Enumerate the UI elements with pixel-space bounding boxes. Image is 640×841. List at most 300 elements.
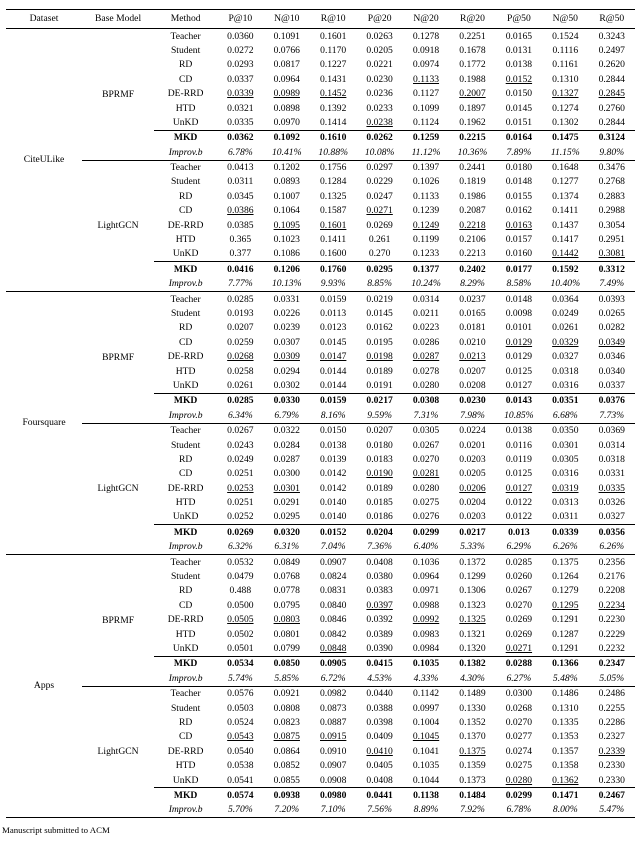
method-label: MKD bbox=[154, 393, 217, 408]
metric-value: 0.0274 bbox=[505, 745, 533, 757]
metric-value: 0.0314 bbox=[598, 439, 625, 451]
metric-value: 0.0249 bbox=[227, 453, 254, 465]
metric-value: 0.0302 bbox=[273, 379, 300, 391]
metric-value: 0.0824 bbox=[320, 571, 347, 583]
metric-value: 0.0316 bbox=[552, 379, 579, 391]
method-label: RD bbox=[178, 716, 193, 728]
metric-value: 0.0964 bbox=[273, 73, 300, 85]
column-header: P@10 bbox=[217, 10, 263, 29]
metric-value: 0.0385 bbox=[227, 219, 254, 231]
metric-value: 0.2176 bbox=[598, 571, 625, 583]
metric-value: 0.2218 bbox=[459, 219, 486, 231]
metric-value: 0.0191 bbox=[366, 379, 393, 391]
method-label: Student bbox=[170, 571, 201, 583]
metric-value: 5.48% bbox=[552, 672, 578, 684]
metric-value: 0.0286 bbox=[412, 336, 440, 348]
method-label: UnKD bbox=[172, 116, 199, 128]
metric-value: 0.2230 bbox=[598, 614, 625, 626]
metric-value: 0.0538 bbox=[227, 760, 254, 772]
metric-value: 10.88% bbox=[318, 146, 348, 158]
metric-value: 0.0397 bbox=[366, 599, 393, 611]
table-row bbox=[6, 686, 635, 701]
method-label: MKD bbox=[154, 788, 217, 803]
metric-value: 0.1382 bbox=[449, 656, 495, 671]
metric-value: 0.0389 bbox=[366, 628, 393, 640]
metric-value: 0.0392 bbox=[366, 614, 393, 626]
metric-value: 0.0541 bbox=[227, 774, 254, 786]
metric-value: 7.77% bbox=[227, 278, 253, 290]
metric-value: 0.0205 bbox=[366, 44, 393, 56]
metric-value: 8.89% bbox=[413, 804, 439, 816]
metric-value: 0.0263 bbox=[366, 30, 393, 42]
metric-value: 6.68% bbox=[552, 409, 578, 421]
metric-value: 0.1035 bbox=[403, 656, 449, 671]
metric-value: 0.0970 bbox=[273, 116, 300, 128]
metric-value: 0.0203 bbox=[459, 453, 486, 465]
column-header: N@20 bbox=[403, 10, 449, 29]
method-label: UnKD bbox=[172, 379, 199, 391]
metric-value: 7.92% bbox=[460, 804, 485, 816]
metric-value: 0.0479 bbox=[227, 571, 254, 583]
metric-value: 0.1819 bbox=[459, 176, 486, 188]
metric-value: 0.1411 bbox=[320, 234, 347, 246]
metric-value: 7.98% bbox=[460, 409, 485, 421]
metric-value: 0.1045 bbox=[412, 731, 440, 743]
metric-value: 0.0285 bbox=[496, 555, 542, 570]
metric-value: 0.0261 bbox=[227, 379, 254, 391]
metric-value: 0.0795 bbox=[273, 599, 300, 611]
column-header: N@10 bbox=[264, 10, 310, 29]
metric-value: 0.488 bbox=[229, 585, 252, 597]
metric-value: 0.0237 bbox=[449, 292, 495, 307]
base-model-label: BPRMF bbox=[82, 555, 154, 687]
metric-value: 6.31% bbox=[274, 541, 300, 553]
column-header: R@10 bbox=[310, 10, 356, 29]
metric-value: 0.0198 bbox=[366, 351, 393, 363]
metric-value: 0.1397 bbox=[403, 160, 449, 175]
dataset-label: Foursquare bbox=[6, 292, 82, 555]
metric-value: 0.013 bbox=[496, 525, 542, 540]
metric-value: 0.0291 bbox=[273, 497, 300, 509]
metric-value: 0.0230 bbox=[449, 393, 495, 408]
metric-value: 0.1295 bbox=[552, 599, 579, 611]
metric-value: 0.0319 bbox=[552, 482, 579, 494]
metric-value: 0.1310 bbox=[552, 73, 579, 85]
metric-value: 0.1092 bbox=[264, 130, 310, 145]
metric-value: 6.29% bbox=[506, 541, 532, 553]
method-label: Teacher bbox=[154, 555, 217, 570]
metric-value: 4.30% bbox=[460, 672, 485, 684]
metric-value: 0.0127 bbox=[505, 379, 533, 391]
metric-value: 0.1004 bbox=[412, 716, 440, 728]
metric-value: 0.0327 bbox=[598, 511, 625, 523]
method-label: Student bbox=[170, 439, 201, 451]
metric-value: 0.0989 bbox=[273, 88, 300, 100]
metric-value: 0.0503 bbox=[227, 702, 254, 714]
method-label: RD bbox=[178, 59, 193, 71]
metric-value: 0.0143 bbox=[496, 393, 542, 408]
metric-value: 0.1452 bbox=[320, 88, 347, 100]
metric-value: 0.1756 bbox=[310, 160, 356, 175]
metric-value: 0.0205 bbox=[459, 468, 486, 480]
metric-value: 0.0213 bbox=[459, 351, 486, 363]
manuscript-footer: Manuscript submitted to ACM bbox=[2, 825, 110, 835]
method-label: HTD bbox=[175, 628, 196, 640]
metric-value: 0.0502 bbox=[227, 628, 254, 640]
metric-value: 0.0193 bbox=[227, 308, 254, 319]
metric-value: 0.0329 bbox=[552, 336, 579, 348]
metric-value: 0.2213 bbox=[459, 248, 486, 260]
metric-value: 10.13% bbox=[271, 278, 302, 290]
metric-value: 0.1353 bbox=[552, 731, 579, 743]
method-label: UnKD bbox=[172, 248, 199, 260]
metric-value: 7.04% bbox=[320, 541, 346, 553]
metric-value: 0.0842 bbox=[320, 628, 347, 640]
metric-value: 0.2768 bbox=[598, 176, 625, 188]
metric-value: 7.36% bbox=[367, 541, 392, 553]
metric-value: 6.78% bbox=[227, 146, 253, 158]
metric-value: 0.0500 bbox=[227, 599, 254, 611]
metric-value: 0.1325 bbox=[320, 190, 347, 202]
metric-value: 0.0799 bbox=[273, 642, 300, 654]
metric-value: 0.0331 bbox=[264, 292, 310, 307]
metric-value: 0.0267 bbox=[505, 585, 533, 597]
metric-value: 0.0284 bbox=[273, 439, 300, 451]
metric-value: 10.41% bbox=[271, 146, 302, 158]
metric-value: 0.1274 bbox=[552, 102, 579, 114]
metric-value: 0.0275 bbox=[412, 497, 440, 509]
metric-value: 0.0152 bbox=[505, 73, 533, 85]
metric-value: 0.0345 bbox=[227, 190, 254, 202]
metric-value: 0.0964 bbox=[412, 571, 440, 583]
metric-value: 0.0150 bbox=[310, 423, 356, 438]
metric-value: 0.0186 bbox=[366, 511, 393, 523]
metric-value: 0.0340 bbox=[598, 365, 625, 377]
metric-value: 0.0129 bbox=[505, 351, 533, 363]
metric-value: 0.0887 bbox=[320, 716, 347, 728]
metric-value: 0.1287 bbox=[552, 628, 579, 640]
method-label: MKD bbox=[154, 262, 217, 277]
table-row bbox=[6, 423, 635, 438]
metric-value: 0.0138 bbox=[505, 59, 533, 71]
metric-value: 0.0148 bbox=[505, 176, 533, 188]
metric-value: 5.47% bbox=[599, 804, 625, 816]
metric-value: 0.0208 bbox=[459, 379, 486, 391]
metric-value: 0.0145 bbox=[320, 336, 347, 348]
metric-value: 0.0766 bbox=[273, 44, 300, 56]
metric-value: 0.0233 bbox=[366, 102, 393, 114]
metric-value: 0.0351 bbox=[542, 393, 588, 408]
metric-value: 0.0915 bbox=[320, 731, 347, 743]
metric-value: 0.0405 bbox=[366, 760, 393, 772]
metric-value: 0.1986 bbox=[459, 190, 486, 202]
metric-value: 0.0921 bbox=[264, 686, 310, 701]
method-label: Teacher bbox=[154, 423, 217, 438]
metric-value: 0.0369 bbox=[589, 423, 635, 438]
metric-value: 0.0305 bbox=[552, 453, 579, 465]
metric-value: 0.2347 bbox=[589, 656, 635, 671]
metric-value: 0.0918 bbox=[412, 44, 440, 56]
method-label: UnKD bbox=[172, 774, 199, 786]
metric-value: 0.1277 bbox=[552, 176, 579, 188]
metric-value: 0.0275 bbox=[505, 760, 533, 772]
metric-value: 0.377 bbox=[229, 248, 252, 260]
metric-value: 0.1026 bbox=[412, 176, 440, 188]
metric-value: 0.0145 bbox=[505, 102, 533, 114]
metric-value: 0.0848 bbox=[320, 642, 347, 654]
metric-value: 0.0383 bbox=[366, 585, 393, 597]
metric-value: 0.1897 bbox=[459, 102, 486, 114]
metric-value: 0.1227 bbox=[320, 59, 347, 71]
metric-value: 0.0157 bbox=[505, 234, 533, 246]
metric-value: 0.0320 bbox=[264, 525, 310, 540]
metric-value: 0.0282 bbox=[598, 322, 625, 334]
metric-value: 0.1323 bbox=[459, 599, 486, 611]
metric-value: 6.32% bbox=[227, 541, 253, 553]
metric-value: 0.0908 bbox=[320, 774, 347, 786]
metric-value: 8.58% bbox=[506, 278, 532, 290]
metric-value: 0.0505 bbox=[227, 614, 254, 626]
metric-value: 0.0311 bbox=[552, 511, 579, 523]
metric-value: 0.1199 bbox=[413, 234, 440, 246]
metric-value: 0.0262 bbox=[356, 130, 402, 145]
metric-value: 0.0893 bbox=[273, 176, 300, 188]
metric-value: 0.1484 bbox=[449, 788, 495, 803]
metric-value: 0.0269 bbox=[505, 614, 533, 626]
metric-value: 0.0852 bbox=[273, 760, 300, 772]
metric-value: 8.29% bbox=[460, 278, 485, 290]
metric-value: 0.0441 bbox=[356, 788, 402, 803]
method-label: DE-RRD bbox=[167, 482, 204, 494]
metric-value: 0.0318 bbox=[552, 365, 579, 377]
metric-value: 0.0984 bbox=[412, 642, 440, 654]
method-label: CD bbox=[178, 468, 193, 480]
metric-value: 0.0287 bbox=[412, 351, 440, 363]
metric-value: 0.0408 bbox=[356, 555, 402, 570]
metric-value: 0.0162 bbox=[505, 205, 533, 217]
metric-value: 0.0346 bbox=[598, 351, 625, 363]
metric-value: 0.0356 bbox=[589, 525, 635, 540]
metric-value: 0.0339 bbox=[542, 525, 588, 540]
metric-value: 0.0840 bbox=[320, 599, 347, 611]
metric-value: 0.0122 bbox=[505, 511, 533, 523]
metric-value: 0.1321 bbox=[459, 628, 486, 640]
metric-value: 7.10% bbox=[320, 804, 346, 816]
metric-value: 0.2845 bbox=[598, 88, 625, 100]
metric-value: 0.1335 bbox=[552, 716, 579, 728]
metric-value: 0.1233 bbox=[412, 248, 440, 260]
metric-value: 0.1327 bbox=[552, 88, 579, 100]
metric-value: 0.0410 bbox=[366, 745, 393, 757]
metric-value: 0.2497 bbox=[598, 44, 625, 56]
metric-value: 0.0285 bbox=[217, 292, 263, 307]
metric-value: 0.2760 bbox=[598, 102, 625, 114]
metric-value: 0.0850 bbox=[264, 656, 310, 671]
metric-value: 0.0576 bbox=[217, 686, 263, 701]
metric-value: 0.0159 bbox=[310, 393, 356, 408]
method-label: RD bbox=[178, 322, 193, 334]
metric-value: 0.1086 bbox=[273, 248, 300, 260]
method-label: DE-RRD bbox=[167, 219, 204, 231]
metric-value: 0.0997 bbox=[412, 702, 440, 714]
method-label: Student bbox=[170, 702, 201, 714]
metric-value: 0.1206 bbox=[264, 262, 310, 277]
method-label: CD bbox=[178, 336, 193, 348]
metric-value: 0.0152 bbox=[310, 525, 356, 540]
metric-value: 0.0831 bbox=[320, 585, 347, 597]
metric-value: 0.0907 bbox=[310, 555, 356, 570]
metric-value: 0.1372 bbox=[449, 555, 495, 570]
column-header: Dataset bbox=[6, 10, 82, 29]
metric-value: 0.0330 bbox=[264, 393, 310, 408]
metric-value: 0.0295 bbox=[356, 262, 402, 277]
metric-value: 10.24% bbox=[411, 278, 441, 290]
metric-value: 0.3054 bbox=[598, 219, 625, 231]
metric-value: 0.0206 bbox=[459, 482, 486, 494]
metric-value: 0.3476 bbox=[589, 160, 635, 175]
metric-value: 0.0180 bbox=[366, 439, 393, 451]
metric-value: 0.0271 bbox=[505, 642, 533, 654]
method-label: CD bbox=[178, 731, 193, 743]
metric-value: 0.0299 bbox=[496, 788, 542, 803]
metric-value: 0.1486 bbox=[542, 686, 588, 701]
metric-value: 0.0337 bbox=[227, 73, 254, 85]
metric-value: 9.59% bbox=[367, 409, 392, 421]
metric-value: 0.0243 bbox=[227, 439, 254, 451]
metric-value: 0.2255 bbox=[598, 702, 625, 714]
metric-value: 0.0258 bbox=[227, 365, 254, 377]
metric-value: 0.1302 bbox=[552, 116, 579, 128]
metric-value: 0.0150 bbox=[505, 88, 533, 100]
method-label: HTD bbox=[175, 497, 196, 509]
metric-value: 0.0307 bbox=[273, 336, 300, 348]
metric-value: 0.0140 bbox=[320, 511, 347, 523]
metric-value: 0.0219 bbox=[356, 292, 402, 307]
metric-value: 0.0269 bbox=[505, 628, 533, 640]
metric-value: 0.0189 bbox=[366, 365, 393, 377]
metric-value: 0.1116 bbox=[552, 44, 579, 56]
metric-value: 0.2087 bbox=[459, 205, 486, 217]
method-label: Teacher bbox=[154, 160, 217, 175]
metric-value: 0.1772 bbox=[459, 59, 486, 71]
column-header: R@50 bbox=[589, 10, 635, 29]
dataset-label: CiteULike bbox=[23, 154, 65, 166]
metric-value: 0.0278 bbox=[412, 365, 440, 377]
metric-value: 0.2402 bbox=[449, 262, 495, 277]
metric-value: 0.0280 bbox=[412, 482, 440, 494]
metric-value: 0.0267 bbox=[412, 439, 440, 451]
metric-value: 0.1362 bbox=[552, 774, 579, 786]
metric-value: 0.0364 bbox=[542, 292, 588, 307]
metric-value: 0.0524 bbox=[227, 716, 254, 728]
metric-value: 0.1437 bbox=[552, 219, 579, 231]
column-header: P@20 bbox=[356, 10, 402, 29]
metric-value: 0.0181 bbox=[459, 322, 486, 334]
table-row bbox=[6, 160, 635, 175]
metric-value: 0.0335 bbox=[227, 116, 254, 128]
metric-value: 11.15% bbox=[550, 146, 580, 158]
method-label: MKD bbox=[154, 525, 217, 540]
metric-value: 0.0125 bbox=[505, 365, 533, 377]
metric-value: 8.00% bbox=[552, 804, 578, 816]
method-label: MKD bbox=[154, 656, 217, 671]
method-label: HTD bbox=[175, 234, 196, 246]
metric-value: 0.2232 bbox=[598, 642, 625, 654]
metric-value: 0.1239 bbox=[412, 205, 440, 217]
method-label: Improv.b bbox=[168, 409, 203, 421]
metric-value: 0.0270 bbox=[505, 716, 533, 728]
method-label: Improv.b bbox=[168, 541, 203, 553]
metric-value: 0.1133 bbox=[413, 190, 440, 202]
metric-value: 0.0155 bbox=[505, 190, 533, 202]
metric-value: 5.85% bbox=[274, 672, 300, 684]
method-label: CD bbox=[178, 205, 193, 217]
metric-value: 0.0268 bbox=[227, 351, 254, 363]
metric-value: 0.0408 bbox=[366, 774, 393, 786]
metric-value: 4.53% bbox=[367, 672, 392, 684]
method-label: Improv.b bbox=[168, 804, 203, 816]
metric-value: 0.0281 bbox=[412, 468, 440, 480]
metric-value: 0.2330 bbox=[598, 774, 625, 786]
metric-value: 7.89% bbox=[506, 146, 532, 158]
metric-value: 0.1330 bbox=[459, 702, 486, 714]
metric-value: 0.0180 bbox=[496, 160, 542, 175]
metric-value: 0.0768 bbox=[273, 571, 300, 583]
method-label: Teacher bbox=[170, 30, 201, 42]
metric-value: 0.1320 bbox=[459, 642, 486, 654]
metric-value: 0.0203 bbox=[459, 511, 486, 523]
metric-value: 6.27% bbox=[506, 672, 532, 684]
metric-value: 0.0113 bbox=[320, 308, 347, 319]
metric-value: 0.0162 bbox=[366, 322, 393, 334]
method-label: Improv.b bbox=[168, 278, 203, 290]
metric-value: 0.0251 bbox=[227, 468, 254, 480]
method-label: RD bbox=[178, 190, 193, 202]
method-label: DE-RRD bbox=[167, 614, 204, 626]
metric-value: 0.0270 bbox=[505, 599, 533, 611]
metric-value: 0.0314 bbox=[403, 292, 449, 307]
metric-value: 0.270 bbox=[368, 248, 391, 260]
metric-value: 5.70% bbox=[227, 804, 253, 816]
metric-value: 0.2106 bbox=[459, 234, 486, 246]
metric-value: 0.0280 bbox=[505, 774, 533, 786]
metric-value: 0.0313 bbox=[552, 497, 579, 509]
metric-value: 0.0195 bbox=[366, 336, 393, 348]
metric-value: 0.1095 bbox=[273, 219, 300, 231]
metric-value: 0.1678 bbox=[459, 44, 486, 56]
column-header: Method bbox=[154, 10, 217, 29]
metric-value: 0.0295 bbox=[273, 511, 300, 523]
metric-value: 5.33% bbox=[460, 541, 485, 553]
metric-value: 7.56% bbox=[367, 804, 392, 816]
base-model-label: LightGCN bbox=[82, 423, 154, 555]
metric-value: 6.26% bbox=[599, 541, 625, 553]
metric-value: 0.0131 bbox=[505, 44, 533, 56]
metric-value: 0.2356 bbox=[589, 555, 635, 570]
metric-value: 0.0139 bbox=[320, 453, 347, 465]
metric-value: 0.0145 bbox=[366, 308, 393, 319]
metric-value: 0.1041 bbox=[412, 745, 440, 757]
metric-value: 0.1310 bbox=[552, 702, 579, 714]
metric-value: 0.0534 bbox=[217, 656, 263, 671]
metric-value: 0.1489 bbox=[449, 686, 495, 701]
metric-value: 0.0138 bbox=[320, 439, 347, 451]
metric-value: 6.79% bbox=[274, 409, 300, 421]
base-model-label: BPRMF bbox=[82, 292, 154, 424]
metric-value: 0.0285 bbox=[217, 393, 263, 408]
metric-value: 0.0300 bbox=[273, 468, 300, 480]
metric-value: 0.0253 bbox=[227, 482, 254, 494]
